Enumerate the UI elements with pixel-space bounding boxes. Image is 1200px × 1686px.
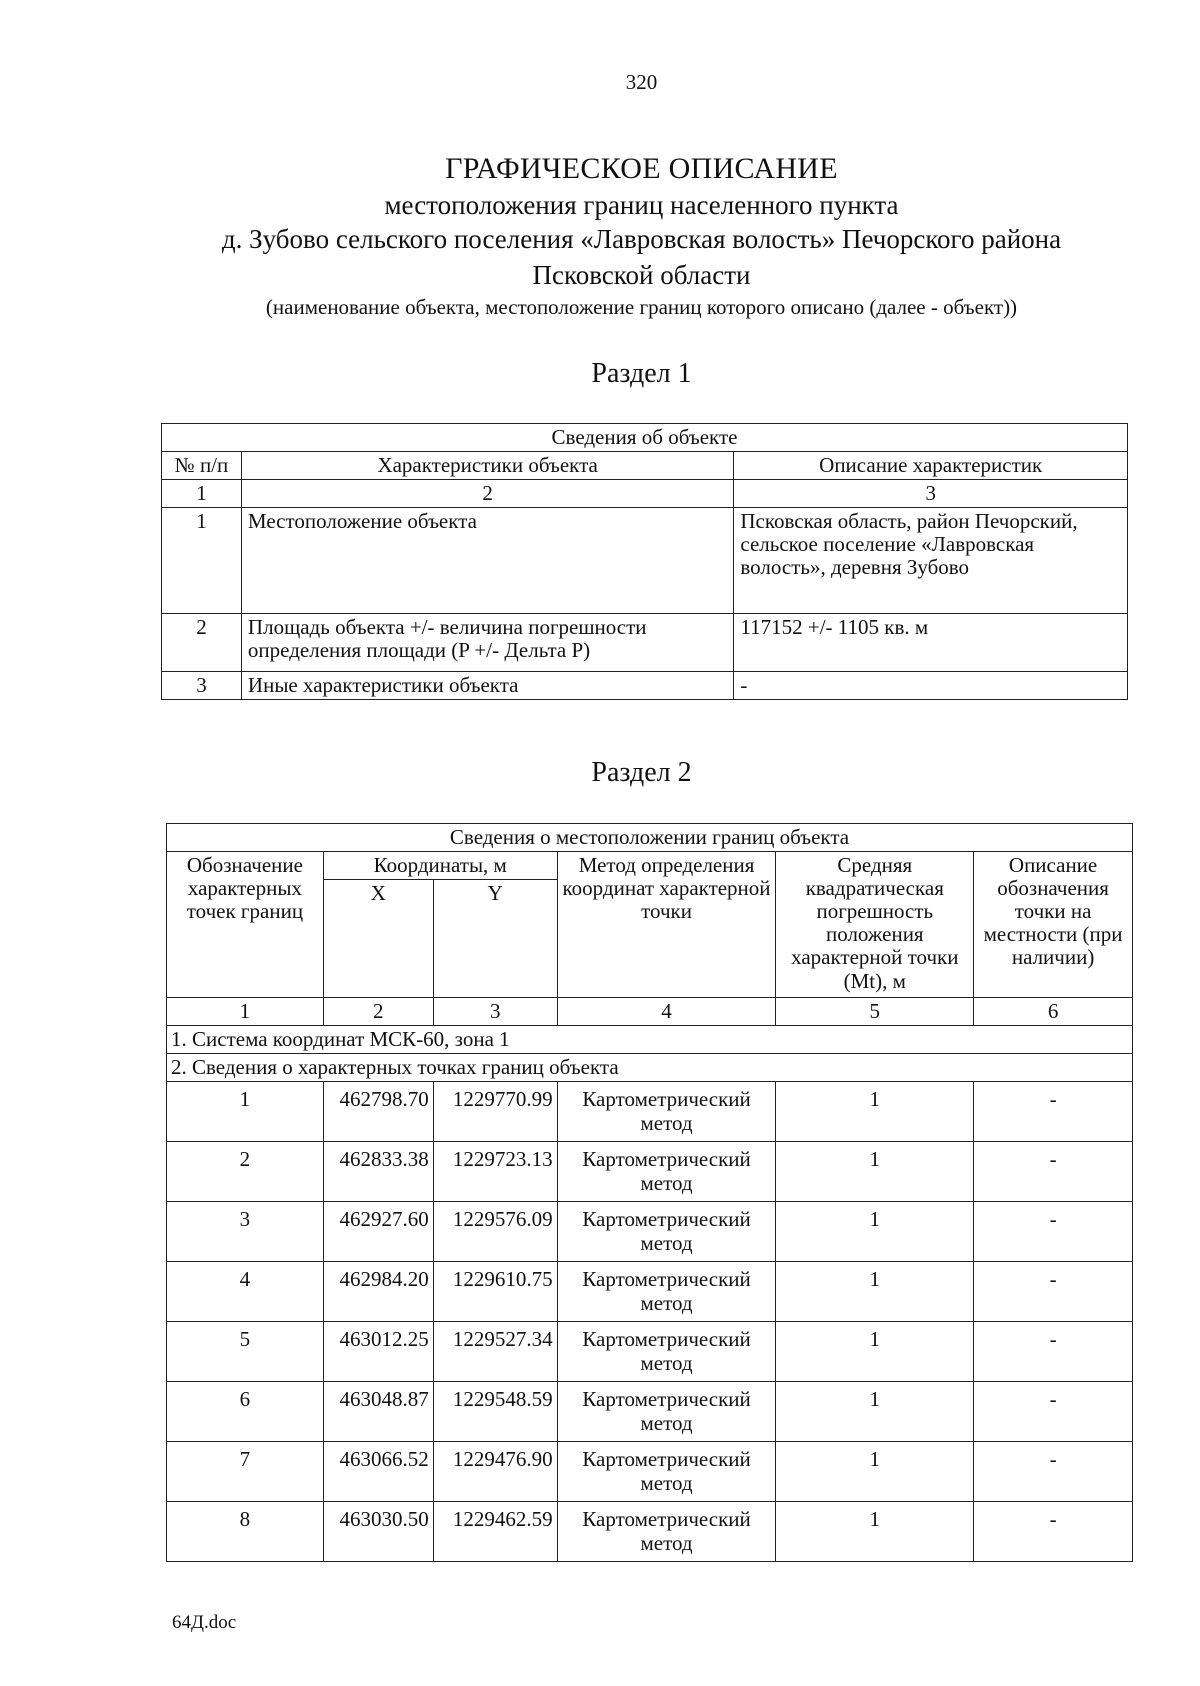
table-row — [167, 1262, 1133, 1322]
table-row — [167, 1502, 1133, 1562]
object-info-table — [161, 423, 1128, 700]
doc-title-line3: д. Зубово сельского поселения «Лавровская волость» Печорского района — [221, 224, 1062, 254]
characteristic-name: Местоположение объекта — [241, 508, 733, 614]
characteristic-value: 117152 +/- 1105 кв. м — [734, 614, 1128, 672]
table-caption: Сведения о местоположении границ объекта — [167, 824, 1133, 852]
point-x: 462984.20 — [323, 1262, 433, 1322]
point-x: 463066.52 — [323, 1442, 433, 1502]
page-number: 320 — [625, 70, 658, 94]
row-number: 3 — [162, 672, 242, 700]
points-caption: 2. Сведения о характерных точках границ объекта — [167, 1054, 1133, 1082]
point-description: - — [974, 1142, 1133, 1202]
point-y: 1229610.75 — [433, 1262, 557, 1322]
header-x: X — [323, 880, 433, 998]
point-method: Картометрический метод — [557, 1442, 776, 1502]
point-description: - — [974, 1502, 1133, 1562]
point-mt: 1 — [776, 1262, 974, 1322]
point-x: 463048.87 — [323, 1382, 433, 1442]
row-number: 2 — [162, 614, 242, 672]
column-number: 1 — [162, 480, 242, 508]
table-caption: Сведения об объекте — [162, 424, 1128, 452]
point-description: - — [974, 1262, 1133, 1322]
characteristic-name: Площадь объекта +/- величина погрешности определения площади (P +/- Дельта P) — [241, 614, 733, 672]
header-designation: Обозначение характерных точек границ — [167, 852, 324, 998]
point-mt: 1 — [776, 1382, 974, 1442]
doc-title-line4: Псковской области — [532, 260, 751, 290]
section2-title: Раздел 2 — [591, 757, 692, 788]
point-mt: 1 — [776, 1322, 974, 1382]
point-method: Картометрический метод — [557, 1262, 776, 1322]
point-id: 2 — [167, 1142, 324, 1202]
point-description: - — [974, 1382, 1133, 1442]
column-number: 2 — [241, 480, 733, 508]
point-id: 1 — [167, 1082, 324, 1142]
point-mt: 1 — [776, 1142, 974, 1202]
column-number: 2 — [323, 998, 433, 1026]
point-id: 3 — [167, 1202, 324, 1262]
point-description: - — [974, 1322, 1133, 1382]
header-mt: Средняя квадратическая погрешность положения характерной точки (Mt), м — [776, 852, 974, 998]
point-y: 1229476.90 — [433, 1442, 557, 1502]
column-number: 3 — [734, 480, 1128, 508]
section1-title: Раздел 1 — [591, 358, 692, 389]
point-x: 463012.25 — [323, 1322, 433, 1382]
header-coordinates: Координаты, м — [323, 852, 557, 880]
characteristic-value: Псковская область, район Печорский, сельское поселение «Лавровская волость», деревня Зубово — [734, 508, 1128, 614]
column-number: 1 — [167, 998, 324, 1026]
point-description: - — [974, 1442, 1133, 1502]
point-id: 8 — [167, 1502, 324, 1562]
point-id: 6 — [167, 1382, 324, 1442]
table-row — [167, 1082, 1133, 1142]
point-method: Картометрический метод — [557, 1142, 776, 1202]
characteristic-name: Иные характеристики объекта — [241, 672, 733, 700]
table-row — [167, 1142, 1133, 1202]
doc-title: ГРАФИЧЕСКОЕ ОПИСАНИЕ — [445, 152, 838, 185]
point-method: Картометрический метод — [557, 1502, 776, 1562]
column-number: 4 — [557, 998, 776, 1026]
file-name-footer: 64Д.doc — [172, 1612, 237, 1633]
point-x: 463030.50 — [323, 1502, 433, 1562]
point-y: 1229462.59 — [433, 1502, 557, 1562]
point-y: 1229576.09 — [433, 1202, 557, 1262]
point-y: 1229527.34 — [433, 1322, 557, 1382]
point-id: 4 — [167, 1262, 324, 1322]
point-y: 1229770.99 — [433, 1082, 557, 1142]
column-number: 6 — [974, 998, 1133, 1026]
table-row — [167, 1202, 1133, 1262]
table-row — [167, 1442, 1133, 1502]
point-mt: 1 — [776, 1082, 974, 1142]
point-method: Картометрический метод — [557, 1382, 776, 1442]
point-x: 462833.38 — [323, 1142, 433, 1202]
column-header: Описание характеристик — [734, 452, 1128, 480]
header-description: Описание обозначения точки на местности (при наличии) — [974, 852, 1133, 998]
column-number: 5 — [776, 998, 974, 1026]
point-x: 462798.70 — [323, 1082, 433, 1142]
boundary-points-table — [166, 823, 1133, 1562]
point-id: 5 — [167, 1322, 324, 1382]
point-method: Картометрический метод — [557, 1322, 776, 1382]
point-method: Картометрический метод — [557, 1202, 776, 1262]
header-y: Y — [433, 880, 557, 998]
point-y: 1229548.59 — [433, 1382, 557, 1442]
header-method: Метод определения координат характерной точки — [557, 852, 776, 998]
column-number: 3 — [433, 998, 557, 1026]
point-x: 462927.60 — [323, 1202, 433, 1262]
point-id: 7 — [167, 1442, 324, 1502]
characteristic-value: - — [734, 672, 1128, 700]
point-mt: 1 — [776, 1502, 974, 1562]
column-header: № п/п — [162, 452, 242, 480]
table-row — [167, 1322, 1133, 1382]
point-y: 1229723.13 — [433, 1142, 557, 1202]
table-row — [167, 1382, 1133, 1442]
doc-title-line2: местоположения границ населенного пункта — [384, 190, 899, 220]
point-description: - — [974, 1082, 1133, 1142]
coordinate-system: 1. Система координат МСК-60, зона 1 — [167, 1026, 1133, 1054]
column-header: Характеристики объекта — [241, 452, 733, 480]
point-description: - — [974, 1202, 1133, 1262]
point-method: Картометрический метод — [557, 1082, 776, 1142]
doc-subtitle: (наименование объекта, местоположение границ которого описано (далее - объект)) — [265, 295, 1018, 319]
point-mt: 1 — [776, 1442, 974, 1502]
row-number: 1 — [162, 508, 242, 614]
point-mt: 1 — [776, 1202, 974, 1262]
